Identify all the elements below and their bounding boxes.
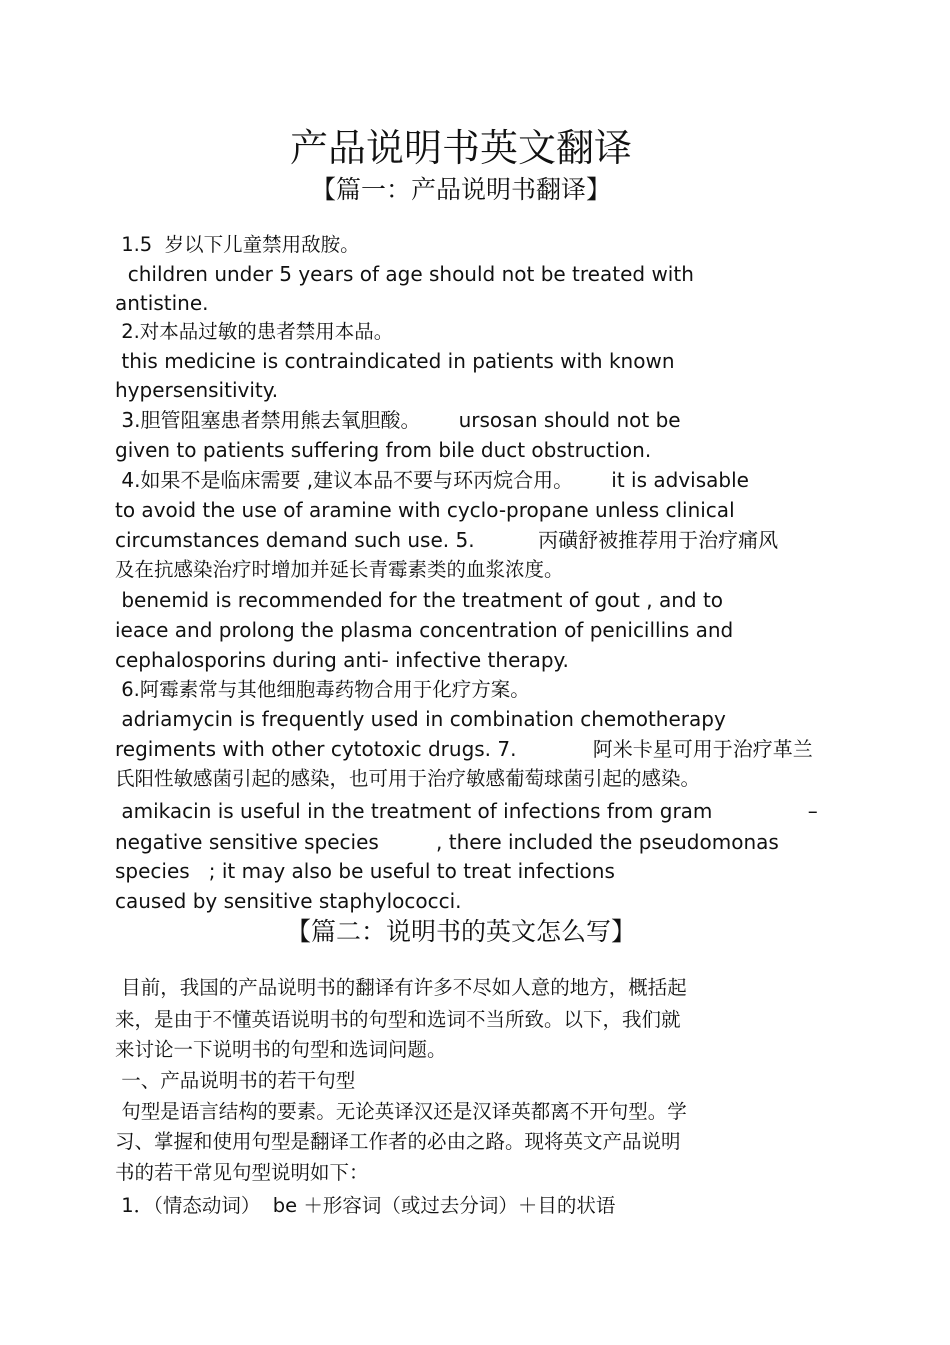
text-line: caused by sensitive staphylococci. — [115, 889, 462, 913]
text-line: 1．（情态动词） be ＋形容词（或过去分词）＋目的状语 — [115, 1194, 616, 1217]
text-line: 4.如果不是临床需要 ,建议本品不要与环丙烷合用。 it is advisable — [115, 468, 749, 492]
text-line: 及在抗感染治疗时增加并延长青霉素类的血浆浓度。 — [115, 558, 564, 581]
text-line: antistine. — [115, 291, 209, 315]
text-line: given to patients suffering from bile duct obstruction. — [115, 438, 652, 462]
document-title: 产品说明书英文翻译 — [289, 126, 632, 170]
text-line: 来，是由于不懂英语说明书的句型和选词不当所致。以下，我们就 — [115, 1008, 681, 1031]
text-line: 来讨论一下说明书的句型和选词问题。 — [115, 1038, 447, 1061]
text-line: benemid is recommended for the treatment of gout , and to — [115, 588, 724, 612]
text-line: 氏阳性敏感菌引起的感染，也可用于治疗敏感葡萄球菌引起的感染。 — [115, 767, 701, 790]
text-line: 习、掌握和使用句型是翻译工作者的必由之路。现将英文产品说明 — [115, 1130, 681, 1153]
text-line: 书的若干常见句型说明如下： — [115, 1161, 369, 1184]
text-line: amikacin is useful in the treatment of infections from gram – — [115, 799, 818, 823]
text-line: 句型是语言结构的要素。无论英译汉还是汉译英都离不开句型。学 — [115, 1100, 687, 1123]
text-line: 目前，我国的产品说明书的翻译有许多不尽如人意的地方，概括起 — [115, 976, 687, 999]
text-line: this medicine is contraindicated in patients with known — [115, 349, 675, 373]
text-line: regiments with other cytotoxic drugs. 7. 阿米卡星可用于治疗革兰 — [115, 737, 813, 761]
section-1-heading: 【篇一：产品说明书翻译】 — [310, 175, 611, 204]
text-line: 6.阿霉素常与其他细胞毒药物合用于化疗方案。 — [115, 678, 530, 701]
text-line: species ; it may also be useful to treat infections — [115, 859, 615, 883]
text-line: 3.胆管阻塞患者禁用熊去氧胆酸。 ursosan should not be — [115, 408, 681, 432]
text-line: children under 5 years of age should not be treated with — [115, 262, 694, 286]
text-line: adriamycin is frequently used in combination chemotherapy — [115, 707, 726, 731]
text-line: to avoid the use of aramine with cyclo-propane unless clinical — [115, 498, 735, 522]
text-line: ieace and prolong the plasma concentration of penicillins and — [115, 618, 734, 642]
text-line: negative sensitive species , there included the pseudomonas — [115, 830, 779, 854]
text-line: cephalosporins during anti- infective therapy. — [115, 648, 569, 672]
text-line: 2.对本品过敏的患者禁用本品。 — [115, 320, 394, 343]
text-line: circumstances demand such use. 5. 丙磺舒被推荐用于治疗痛风 — [115, 528, 779, 552]
section-2-heading: 【篇二：说明书的英文怎么写】 — [285, 917, 636, 946]
text-line: 1.5 岁以下儿童禁用敌胺。 — [115, 233, 360, 256]
text-line: 一、产品说明书的若干句型 — [115, 1069, 356, 1092]
text-line: hypersensitivity. — [115, 378, 279, 402]
